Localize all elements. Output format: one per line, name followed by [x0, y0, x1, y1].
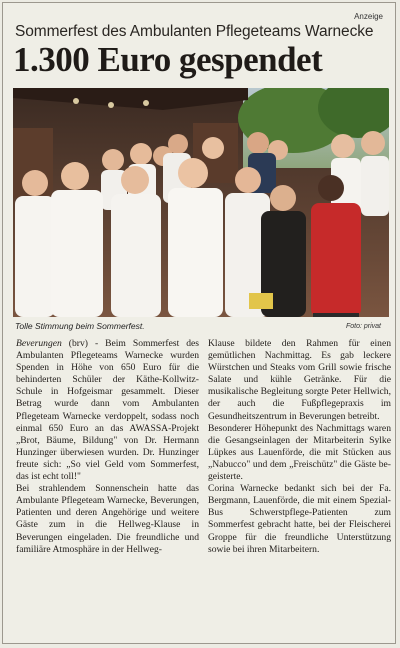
- photo-illustration: [13, 88, 389, 317]
- newspaper-clipping: [2, 2, 396, 644]
- paragraph-text: (brv) - Beim Sommerfest des Ambulanten Pflegeteams Warnecke wurden Spenden in Höhe von 650 Euro für die behinderten Schüler der Käthe-Kollwitz-Schule in Hofgeismar gesammelt. Dieser Betrag wurde dann vom Ambulanten Pflegeteam Warnecke verdoppelt, sodass noch einmal 650 Euro an das AWASSA-Projekt „Brot, Bäume, Bildung" von Dr. Hermann Hunzinger überwiesen wurden. Dr. Hunzinger freute sich: „So viel Geld vom Sommerfest, das ist echt toll!": [16, 338, 199, 483]
- article-column-left: [16, 338, 199, 556]
- paragraph: [16, 483, 199, 556]
- paragraph-text: Bei strahlendem Sonnenschein hatte das Ambulante Pflegeteam Warnecke, Beverungen, Patienten und deren Angehörige und weitere Gäste zum in die Hellweg-Klause in Beverungen eingeladen. Die freundliche und familiäre Atmosphäre in der Hellweg-: [16, 483, 199, 555]
- overline: Sommerfest des Ambulanten Pflegeteams Warnecke: [15, 23, 374, 40]
- group-photo: [13, 88, 389, 317]
- headline: 1.300 Euro gespendet: [13, 40, 323, 79]
- paragraph-text: Besonderer Höhepunkt des Nachmittags waren die Gesangseinlagen der Mitarbeiterin Sylke Lüpkes aus Lauenförde, die mit Stücken aus „Nabucco" und dem „Freischütz" die Gäste be-geisterte.: [208, 422, 391, 483]
- ad-label: Anzeige: [354, 12, 383, 21]
- photo-caption: Tolle Stimmung beim Sommerfest.: [15, 321, 145, 331]
- dateline: Beverungen: [16, 338, 62, 349]
- paragraph: [208, 338, 391, 423]
- article-column-right: [208, 338, 391, 556]
- paragraph-text: Corina Warnecke bedankt sich bei der Fa. Bergmann, Lauenförde, die mit einem Spezial-Bus Schwerstpflege-Patienten zum Sommerfest gebracht hatte, bei der Fleischerei Groppe für die freundliche Unterstützung sowie bei ihren Mitarbeitern.: [208, 483, 391, 555]
- paragraph: [16, 338, 199, 483]
- paragraph: [208, 483, 391, 556]
- photo-credit: Foto: privat: [345, 323, 381, 330]
- paragraph: [208, 423, 391, 483]
- paragraph-text: Klause bildete den Rahmen für einen gemütlichen Nachmittag. Es gab leckere Würstchen und Steaks vom Grill sowie frische Salate und kühle Getränke. Für die musikalische Begleitung sorgte Peter Hellwich, der auch die Fußpflegepraxis im Gesundheitszentrum in Beverungen betreibt.: [208, 338, 391, 422]
